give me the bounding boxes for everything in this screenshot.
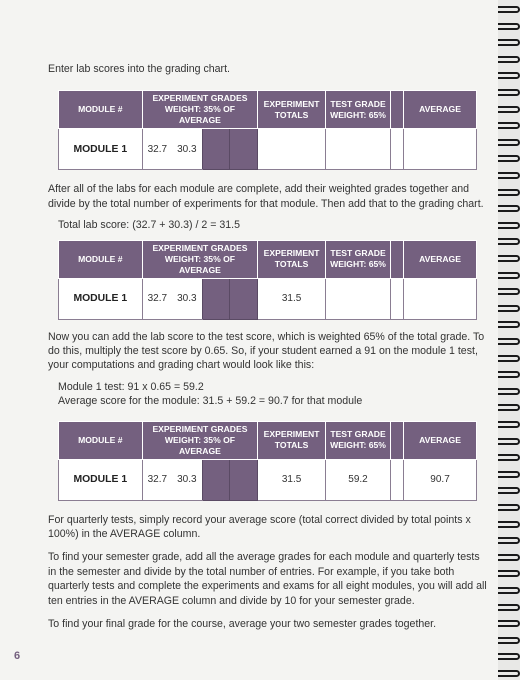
- module-cell: MODULE 1: [59, 459, 143, 500]
- binding-coil: [498, 238, 520, 245]
- binding-coil: [498, 321, 520, 328]
- header-experiment-totals: EXPERIMENT TOTALS: [258, 91, 326, 129]
- header-experiment-grades: EXPERIMENT GRADES WEIGHT: 35% OF AVERAGE: [142, 421, 258, 459]
- unused-cell: [230, 129, 258, 170]
- binding-coil: [498, 371, 520, 378]
- test-grade-cell: [325, 278, 390, 319]
- binding-coil: [498, 89, 520, 96]
- lab-score-2: 30.3: [172, 278, 202, 319]
- binding-coil: [498, 620, 520, 627]
- binding-coil: [498, 537, 520, 544]
- binding-coil: [498, 653, 520, 660]
- header-spacer: [391, 240, 404, 278]
- module-cell: MODULE 1: [59, 278, 143, 319]
- paragraph-2: Now you can add the lab score to the test score, which is weighted 65% of the total grade. To do this, multiply the test score by 0.65. So, if your student earned a 91 on the module 1 test, your computations and grading chart would look like this:: [48, 330, 485, 372]
- header-average: AVERAGE: [404, 421, 477, 459]
- binding-coil: [498, 139, 520, 146]
- grading-chart-1: [58, 90, 477, 170]
- binding-coil: [498, 305, 520, 312]
- lab-score-1: 32.7: [142, 459, 172, 500]
- average-cell: [404, 129, 477, 170]
- binding-coil: [498, 255, 520, 262]
- binding-coil: [498, 56, 520, 63]
- spacer-cell: [391, 459, 404, 500]
- experiment-total-cell: 31.5: [258, 459, 326, 500]
- binding-coil: [498, 23, 520, 30]
- binding-coil: [498, 222, 520, 229]
- binding-coil: [498, 554, 520, 561]
- binding-coil: [498, 587, 520, 594]
- binding-coil: [498, 570, 520, 577]
- header-module: MODULE #: [59, 240, 143, 278]
- spiral-binding: [498, 0, 520, 680]
- binding-coil: [498, 6, 520, 13]
- test-grade-cell: [325, 129, 390, 170]
- average-cell: 90.7: [404, 459, 477, 500]
- binding-coil: [498, 205, 520, 212]
- total-lab-formula: Total lab score: (32.7 + 30.3) / 2 = 31.5: [58, 219, 240, 232]
- binding-coil: [498, 637, 520, 644]
- lab-score-1: 32.7: [142, 278, 172, 319]
- binding-coil: [498, 106, 520, 113]
- experiment-total-cell: 31.5: [258, 278, 326, 319]
- paragraph-1: After all of the labs for each module are complete, add their weighted grades together and divide by the total number of experiments for that module. Then add that to the grading chart.: [48, 183, 484, 210]
- binding-coil: [498, 404, 520, 411]
- binding-coil: [498, 155, 520, 162]
- grading-chart-2: [58, 240, 477, 320]
- header-experiment-grades: EXPERIMENT GRADES WEIGHT: 35% OF AVERAGE: [142, 240, 258, 278]
- paragraph-5: To find your final grade for the course, average your two semester grades together.: [48, 618, 437, 631]
- binding-coil: [498, 438, 520, 445]
- header-test-grade: TEST GRADE WEIGHT: 65%: [325, 91, 390, 129]
- binding-coil: [498, 670, 520, 677]
- binding-coil: [498, 338, 520, 345]
- lab-score-2: 30.3: [172, 459, 202, 500]
- header-experiment-totals: EXPERIMENT TOTALS: [258, 240, 326, 278]
- binding-coil: [498, 189, 520, 196]
- grading-chart-3: [58, 421, 477, 501]
- binding-coil: [498, 471, 520, 478]
- page-content: [48, 62, 488, 632]
- header-module: MODULE #: [59, 91, 143, 129]
- header-test-grade: TEST GRADE WEIGHT: 65%: [325, 421, 390, 459]
- header-average: AVERAGE: [404, 240, 477, 278]
- unused-cell: [230, 459, 258, 500]
- header-experiment-grades: EXPERIMENT GRADES WEIGHT: 35% OF AVERAGE: [142, 91, 258, 129]
- module-average-calc: Average score for the module: 31.5 + 59.2 = 90.7 for that module: [58, 395, 363, 408]
- binding-coil: [498, 39, 520, 46]
- experiment-total-cell: [258, 129, 326, 170]
- binding-coil: [498, 388, 520, 395]
- unused-cell: [202, 459, 230, 500]
- binding-coil: [498, 521, 520, 528]
- unused-cell: [202, 278, 230, 319]
- average-cell: [404, 278, 477, 319]
- paragraph-3: For quarterly tests, simply record your average score (total correct divided by total points x 100%) in the AVERAGE column.: [48, 513, 471, 541]
- page-number: 6: [14, 650, 21, 662]
- test-grade-cell: 59.2: [325, 459, 390, 500]
- binding-coil: [498, 487, 520, 494]
- intro-text: Enter lab scores into the grading chart.: [48, 63, 230, 75]
- binding-coil: [498, 122, 520, 129]
- binding-coil: [498, 272, 520, 279]
- spacer-cell: [391, 278, 404, 319]
- lab-score-2: 30.3: [172, 129, 202, 170]
- header-module: MODULE #: [59, 421, 143, 459]
- binding-coil: [498, 604, 520, 611]
- binding-coil: [498, 288, 520, 295]
- header-spacer: [391, 91, 404, 129]
- binding-coil: [498, 172, 520, 179]
- unused-cell: [230, 278, 258, 319]
- header-experiment-totals: EXPERIMENT TOTALS: [258, 421, 326, 459]
- unused-cell: [202, 129, 230, 170]
- header-test-grade: TEST GRADE WEIGHT: 65%: [325, 240, 390, 278]
- binding-coil: [498, 421, 520, 428]
- spacer-cell: [391, 129, 404, 170]
- module-test-calc: Module 1 test: 91 x 0.65 = 59.2: [58, 380, 204, 393]
- paragraph-4: To find your semester grade, add all the average grades for each module and quarterly tests in the semester and divide by the total number of entries. For example, if you take both quarterly tests and complete the experiments and exams for all eight modules, you will add all ten entries in the AVERAGE column and divide by 10 for your semester grade.: [48, 551, 487, 607]
- binding-coil: [498, 355, 520, 362]
- header-spacer: [391, 421, 404, 459]
- header-average: AVERAGE: [404, 91, 477, 129]
- binding-coil: [498, 454, 520, 461]
- binding-coil: [498, 72, 520, 79]
- binding-coil: [498, 504, 520, 511]
- module-cell: MODULE 1: [59, 129, 143, 170]
- lab-score-1: 32.7: [142, 129, 172, 170]
